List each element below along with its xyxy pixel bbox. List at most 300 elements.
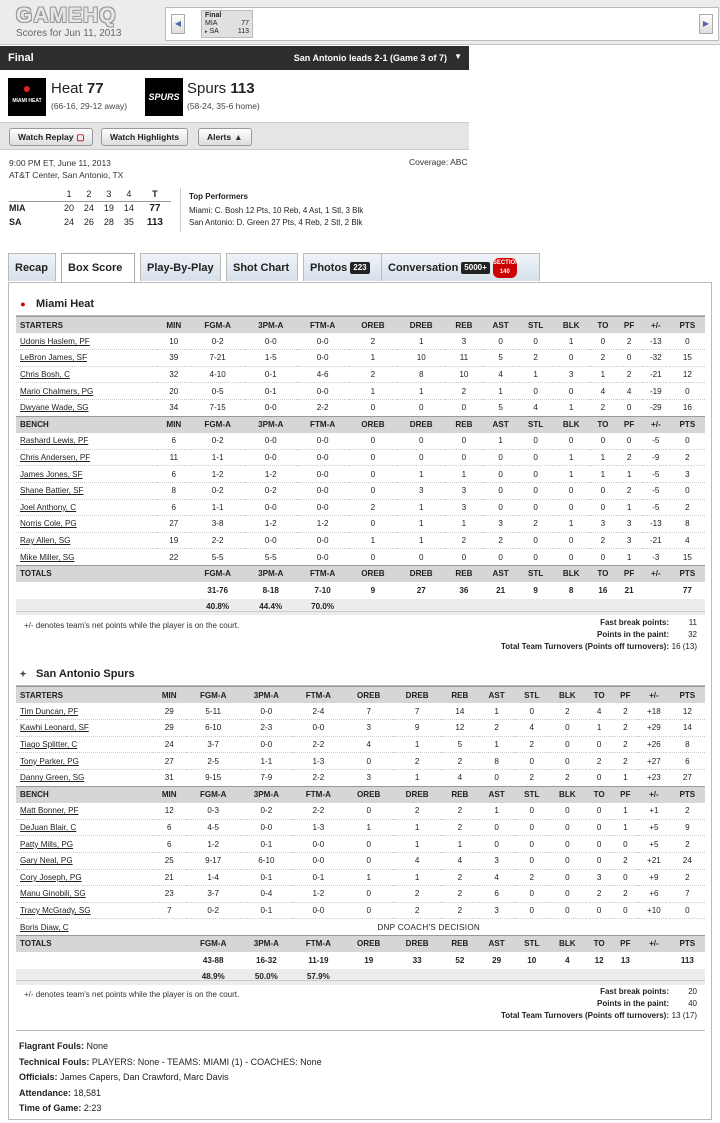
stat-cell: 1 <box>397 516 445 533</box>
alerts-button[interactable]: Alerts ▲ <box>198 128 252 146</box>
player-link[interactable]: Tracy McGrady, SG <box>16 902 152 919</box>
tab-conversation[interactable]: Conversation 5000+ SECTION 140 <box>381 253 540 281</box>
stat-cell: 23 <box>152 886 186 903</box>
player-link[interactable]: Tim Duncan, PF <box>16 703 152 720</box>
player-link[interactable]: Tony Parker, PG <box>16 753 152 770</box>
player-link[interactable]: Shane Battier, SF <box>16 482 157 499</box>
stat-cell: 6 <box>157 466 191 483</box>
column-header[interactable]: FGM-A <box>186 786 240 803</box>
box-score-panel <box>8 282 712 1120</box>
column-header: 3PM-A <box>240 935 292 952</box>
player-link[interactable]: Danny Green, SG <box>16 769 152 786</box>
top-performer-sa[interactable]: San Antonio: D. Green 27 Pts, 4 Reb, 2 Stl, 2 Blk <box>189 218 363 227</box>
player-link[interactable]: DeJuan Blair, C <box>16 819 152 836</box>
stat-cell: 0-2 <box>240 803 292 820</box>
player-link[interactable]: Chris Andersen, PF <box>16 449 157 466</box>
blank-cell <box>16 582 157 599</box>
player-link[interactable]: James Jones, SF <box>16 466 157 483</box>
player-link[interactable]: Mike Miller, SG <box>16 549 157 566</box>
player-link[interactable]: LeBron James, SF <box>16 350 157 367</box>
stat-cell: 0 <box>515 902 549 919</box>
player-link[interactable]: Rashard Lewis, PF <box>16 433 157 450</box>
player-row <box>16 869 705 886</box>
stat-cell: 0 <box>445 449 483 466</box>
column-header[interactable]: 3PM-A <box>245 317 297 334</box>
player-link[interactable]: Chris Bosh, C <box>16 366 157 383</box>
column-header: TO <box>586 935 613 952</box>
stat-cell: 8 <box>157 482 191 499</box>
stat-cell: 2-4 <box>292 703 344 720</box>
player-row <box>16 499 705 516</box>
column-header[interactable]: STL <box>515 687 549 704</box>
team-header-san-antonio: ✦ San Antonio Spurs <box>16 664 135 684</box>
column-header: STL <box>519 565 553 582</box>
stat-cell: 0-4 <box>240 886 292 903</box>
starters-header-row <box>16 317 705 334</box>
stat-cell: 0 <box>349 399 398 416</box>
player-link[interactable]: Gary Neal, PG <box>16 852 152 869</box>
summary-stat <box>501 986 697 998</box>
summary-stat <box>501 998 697 1010</box>
stat-cell: 1 <box>590 366 617 383</box>
stat-cell: 0 <box>344 803 393 820</box>
bell-icon: ▲ <box>234 132 243 142</box>
stat-cell: 0 <box>515 703 549 720</box>
stat-cell: 0-1 <box>245 366 297 383</box>
column-header[interactable]: MIN <box>152 786 186 803</box>
column-header[interactable]: +/- <box>638 786 670 803</box>
dnp-reason: DNP COACH'S DECISION <box>152 919 705 936</box>
column-header[interactable]: PF <box>613 687 639 704</box>
player-row <box>16 852 705 869</box>
stat-cell: +10 <box>638 902 670 919</box>
column-header[interactable]: DREB <box>393 786 441 803</box>
player-link[interactable]: Ray Allen, SG <box>16 532 157 549</box>
chevron-right-icon[interactable]: ▶ <box>699 14 713 34</box>
player-row <box>16 736 705 753</box>
divider <box>180 188 181 232</box>
gamehq-logo[interactable]: GAMEHQ <box>16 4 117 27</box>
stat-cell: 0-0 <box>297 350 349 367</box>
stat-cell: 0 <box>613 869 639 886</box>
stat-cell: 2 <box>586 886 613 903</box>
column-header[interactable]: PTS <box>670 786 705 803</box>
stat-cell: 3 <box>445 482 483 499</box>
linescore-table <box>9 187 171 229</box>
stat-cell: 0-1 <box>240 902 292 919</box>
stat-cell: 16 <box>670 399 705 416</box>
column-header[interactable]: 3PM-A <box>245 416 297 433</box>
chevron-left-icon[interactable]: ◀ <box>171 14 185 34</box>
stat-cell: 6 <box>479 886 515 903</box>
game-tabs <box>8 253 720 281</box>
stat-cell: 2 <box>616 449 642 466</box>
note-value: 2:23 <box>83 1103 102 1113</box>
stat-cell: 0 <box>590 482 617 499</box>
stat-cell: 2-2 <box>297 399 349 416</box>
game-status: Final <box>8 52 34 64</box>
summary-stat <box>501 641 697 653</box>
stat-cell: 1 <box>393 769 441 786</box>
stat-cell: 27 <box>670 769 705 786</box>
stat-cell: 4 <box>393 852 441 869</box>
stat-cell: 21 <box>152 869 186 886</box>
stat-cell: 7-15 <box>191 399 245 416</box>
column-header[interactable]: OREB <box>349 317 398 334</box>
stat-cell: 2 <box>613 852 639 869</box>
stat-cell: 0 <box>586 902 613 919</box>
stat-cell: 0-0 <box>245 399 297 416</box>
stat-cell: 1 <box>479 703 515 720</box>
game-note <box>19 1086 322 1102</box>
game-note <box>19 1039 322 1055</box>
stat-cell: 1-1 <box>191 449 245 466</box>
column-header[interactable]: FTM-A <box>292 687 344 704</box>
column-header[interactable]: 3PM-A <box>240 786 292 803</box>
stat-cell: 3 <box>479 852 515 869</box>
total-cell: 21 <box>624 585 634 595</box>
player-link[interactable]: Joel Anthony, C <box>16 499 157 516</box>
stat-cell: 0 <box>616 433 642 450</box>
column-header[interactable]: PTS <box>670 687 705 704</box>
column-header[interactable]: AST <box>479 687 515 704</box>
player-row <box>16 516 705 533</box>
tab-recap[interactable]: Recap <box>8 253 56 281</box>
away-team[interactable]: Heat 77 <box>51 80 104 97</box>
stat-cell: 0-1 <box>292 869 344 886</box>
stat-cell: 1 <box>393 836 441 853</box>
column-header[interactable]: STL <box>519 416 553 433</box>
stat-cell: 2 <box>349 499 398 516</box>
stat-cell: 0-2 <box>191 333 245 350</box>
stat-cell: 11 <box>157 449 191 466</box>
tab-box-score[interactable]: Box Score <box>61 253 135 283</box>
player-row <box>16 482 705 499</box>
stat-cell: +6 <box>638 886 670 903</box>
player-link[interactable]: Mario Chalmers, PG <box>16 383 157 400</box>
stat-cell: -9 <box>642 449 670 466</box>
stat-cell: 0 <box>553 482 590 499</box>
stat-cell: 0 <box>549 753 586 770</box>
total-cell: 4 <box>565 955 570 965</box>
column-header[interactable]: FGM-A <box>191 317 245 334</box>
percent-cell: 50.0% <box>240 969 292 986</box>
summary-stat <box>501 629 697 641</box>
section-label: BENCH <box>16 786 152 803</box>
stat-label: Points in the paint: <box>597 999 669 1008</box>
column-header[interactable]: TO <box>586 786 613 803</box>
box-score-table-san-antonio <box>16 686 705 985</box>
stat-cell: 24 <box>670 852 705 869</box>
column-header[interactable]: TO <box>590 416 617 433</box>
away-record: (66-16, 29-12 away) <box>51 101 128 111</box>
stat-cell: 1 <box>553 449 590 466</box>
player-link[interactable]: Matt Bonner, PF <box>16 803 152 820</box>
stat-cell: 0 <box>515 819 549 836</box>
column-header[interactable]: 3PM-A <box>240 687 292 704</box>
top-performer-miami[interactable]: Miami: C. Bosh 12 Pts, 10 Reb, 4 Ast, 1 Stl, 3 Blk <box>189 206 364 215</box>
stat-cell: 3-7 <box>186 886 240 903</box>
stat-cell: 4-5 <box>186 819 240 836</box>
player-link[interactable]: Dwyane Wade, SG <box>16 399 157 416</box>
column-header[interactable]: FGM-A <box>191 416 245 433</box>
stat-cell: 0 <box>553 549 590 566</box>
stat-cell: 0-2 <box>191 433 245 450</box>
stat-cell: 4 <box>590 383 617 400</box>
total-cell: 9 <box>533 585 538 595</box>
player-row <box>16 350 705 367</box>
column-header: REB <box>445 565 483 582</box>
stat-cell: 0 <box>586 803 613 820</box>
stat-cell: 0 <box>344 753 393 770</box>
column-header[interactable]: PF <box>613 786 639 803</box>
stat-cell: 2 <box>616 366 642 383</box>
stat-cell: 2 <box>590 399 617 416</box>
stat-cell: 0 <box>483 449 519 466</box>
player-row <box>16 433 705 450</box>
stat-cell: 2 <box>670 836 705 853</box>
stat-cell: +5 <box>638 836 670 853</box>
column-header: BLK <box>553 565 590 582</box>
stat-cell: 2 <box>441 803 479 820</box>
stat-cell: 4 <box>519 399 553 416</box>
stat-cell: 1 <box>349 350 398 367</box>
stat-cell: +5 <box>638 819 670 836</box>
column-header[interactable]: PTS <box>670 317 705 334</box>
stat-cell: 0 <box>549 886 586 903</box>
column-header: DREB <box>393 935 441 952</box>
watch-replay-button[interactable]: Watch Replay ▢ <box>9 128 93 146</box>
player-link[interactable]: Cory Joseph, PG <box>16 869 152 886</box>
stat-cell: 22 <box>157 549 191 566</box>
total-cell: 36 <box>459 585 469 595</box>
stat-cell: 0 <box>349 433 398 450</box>
column-header[interactable]: MIN <box>152 687 186 704</box>
stat-cell: 1 <box>344 869 393 886</box>
player-row <box>16 399 705 416</box>
heat-logo[interactable]: ● MIAMI HEAT <box>8 78 46 116</box>
column-header[interactable]: OREB <box>344 687 393 704</box>
stat-cell: 2 <box>393 803 441 820</box>
column-header: PTS <box>670 565 705 582</box>
player-link[interactable]: Boris Diaw, C <box>16 919 152 936</box>
stat-cell: 1-2 <box>292 886 344 903</box>
stat-cell: 4 <box>479 869 515 886</box>
column-header[interactable]: AST <box>483 416 519 433</box>
column-header[interactable]: PTS <box>670 416 705 433</box>
stat-cell: -3 <box>642 549 670 566</box>
stat-cell: 2 <box>613 703 639 720</box>
plus-minus-note: +/- denotes team's net points while the player is on the court. <box>24 621 240 630</box>
column-header[interactable]: STL <box>515 786 549 803</box>
watch-highlights-button[interactable]: Watch Highlights <box>101 128 188 146</box>
stat-cell: 3 <box>445 333 483 350</box>
player-link[interactable]: Manu Ginobili, SG <box>16 886 152 903</box>
stat-cell: 2 <box>616 333 642 350</box>
player-link[interactable]: Tiago Splitter, C <box>16 736 152 753</box>
linescore-row: SA 24 26 28 35 113 <box>9 216 163 228</box>
stat-cell: 0 <box>515 803 549 820</box>
stat-cell: 34 <box>157 399 191 416</box>
stat-value: 13 (17) <box>671 1011 697 1020</box>
stat-cell: 6 <box>152 819 186 836</box>
ticker-status: Final <box>205 12 222 19</box>
stat-cell: -21 <box>642 366 670 383</box>
stat-cell: 5-11 <box>186 703 240 720</box>
column-header[interactable]: BLK <box>549 687 586 704</box>
stat-cell: 0 <box>445 399 483 416</box>
stat-cell: 2 <box>670 869 705 886</box>
column-header[interactable]: FTM-A <box>297 317 349 334</box>
stat-cell: 31 <box>152 769 186 786</box>
stat-cell: 2 <box>393 902 441 919</box>
stat-cell: 0-1 <box>240 836 292 853</box>
column-header[interactable]: DREB <box>397 416 445 433</box>
game-info <box>9 157 123 181</box>
column-header[interactable]: +/- <box>642 317 670 334</box>
game-note <box>19 1101 322 1117</box>
column-header[interactable]: TO <box>586 687 613 704</box>
starters-header-row <box>16 687 705 704</box>
column-header[interactable]: FGM-A <box>186 687 240 704</box>
column-header[interactable]: REB <box>445 317 483 334</box>
stat-cell: 1 <box>613 803 639 820</box>
stat-cell: 3 <box>479 902 515 919</box>
stat-cell: 1 <box>519 366 553 383</box>
stat-cell: 0 <box>515 836 549 853</box>
player-link[interactable]: Norris Cole, PG <box>16 516 157 533</box>
conversation-count-badge: 5000+ <box>461 262 489 274</box>
column-header[interactable]: REB <box>441 687 479 704</box>
stat-cell: 4 <box>441 852 479 869</box>
stat-cell: 6 <box>157 433 191 450</box>
totals-row <box>16 952 705 969</box>
player-link[interactable]: Patty Mills, PG <box>16 836 152 853</box>
column-header[interactable]: MIN <box>157 317 191 334</box>
stat-cell: 27 <box>157 516 191 533</box>
bench-header-row <box>16 416 705 433</box>
percent-cell: 40.8% <box>191 599 245 616</box>
column-header: OREB <box>344 935 393 952</box>
player-link[interactable]: Kawhi Leonard, SF <box>16 720 152 737</box>
stat-cell: 2-5 <box>186 753 240 770</box>
stat-cell: +1 <box>638 803 670 820</box>
stat-cell: 5 <box>483 350 519 367</box>
stat-cell: 1 <box>586 720 613 737</box>
stat-cell: 0 <box>397 399 445 416</box>
stat-cell: 1 <box>479 736 515 753</box>
column-header[interactable]: PF <box>616 416 642 433</box>
column-header[interactable]: OREB <box>349 416 398 433</box>
stat-cell: 7-21 <box>191 350 245 367</box>
column-header[interactable]: AST <box>483 317 519 334</box>
total-cell <box>642 582 670 599</box>
stat-cell: 0 <box>590 333 617 350</box>
stat-cell: -5 <box>642 499 670 516</box>
column-header[interactable]: FTM-A <box>292 786 344 803</box>
column-header[interactable]: BLK <box>549 786 586 803</box>
column-header[interactable]: OREB <box>344 786 393 803</box>
total-cell: 77 <box>682 585 692 595</box>
stat-cell: 0-2 <box>191 482 245 499</box>
stat-cell: 2 <box>616 482 642 499</box>
column-header[interactable]: MIN <box>157 416 191 433</box>
stat-cell: 0 <box>616 399 642 416</box>
photos-count-badge: 223 <box>350 262 369 274</box>
stat-cell: 2 <box>586 753 613 770</box>
column-header[interactable]: BLK <box>553 416 590 433</box>
column-header[interactable]: REB <box>441 786 479 803</box>
column-header[interactable]: FTM-A <box>297 416 349 433</box>
team-summary-stats <box>501 986 697 1022</box>
tab-play-by-play[interactable]: Play-By-Play <box>140 253 221 281</box>
stat-cell: 2-3 <box>240 720 292 737</box>
column-header[interactable]: +/- <box>638 687 670 704</box>
stat-cell: 10 <box>397 350 445 367</box>
stat-cell: 7 <box>393 703 441 720</box>
column-header[interactable]: STL <box>519 317 553 334</box>
stat-cell: 2 <box>445 532 483 549</box>
stat-cell: 0-0 <box>292 720 344 737</box>
stat-cell: 1-2 <box>186 836 240 853</box>
stat-cell: 0 <box>519 549 553 566</box>
home-team[interactable]: Spurs 113 <box>187 80 255 97</box>
stat-cell: 0-0 <box>240 819 292 836</box>
stat-cell: 5 <box>441 736 479 753</box>
stat-cell: 2 <box>393 753 441 770</box>
stat-cell: 0 <box>483 333 519 350</box>
stat-cell: 0 <box>349 482 398 499</box>
tab-photos[interactable]: Photos 223 <box>303 253 382 281</box>
stat-cell: 2-2 <box>292 769 344 786</box>
column-header[interactable]: DREB <box>397 317 445 334</box>
stat-cell: 0 <box>670 433 705 450</box>
series-status: San Antonio leads 2-1 (Game 3 of 7) <box>293 53 447 63</box>
stat-label: Points in the paint: <box>597 630 669 639</box>
column-header[interactable]: REB <box>445 416 483 433</box>
stat-cell: 1-3 <box>292 819 344 836</box>
stat-cell: 0 <box>553 532 590 549</box>
stat-cell: 2-2 <box>292 736 344 753</box>
column-header: FGM-A <box>186 935 240 952</box>
column-header[interactable]: BLK <box>553 317 590 334</box>
column-header[interactable]: PF <box>616 317 642 334</box>
stat-cell: 19 <box>157 532 191 549</box>
tab-shot-chart[interactable]: Shot Chart <box>226 253 298 281</box>
stat-cell: 3 <box>670 466 705 483</box>
note-label: Attendance: <box>19 1087 72 1098</box>
stat-cell: 6 <box>157 499 191 516</box>
column-header[interactable]: TO <box>590 317 617 334</box>
stat-cell: 4-6 <box>297 366 349 383</box>
stat-cell: 5-5 <box>191 549 245 566</box>
ticker-game[interactable] <box>201 10 253 38</box>
column-header[interactable]: +/- <box>642 416 670 433</box>
column-header: DREB <box>397 565 445 582</box>
stat-cell: 0-0 <box>245 433 297 450</box>
spurs-logo[interactable]: SPURS <box>145 78 183 116</box>
dropdown-arrow-icon[interactable]: ▼ <box>454 52 462 61</box>
stat-cell: 0 <box>670 482 705 499</box>
note-value: PLAYERS: None - TEAMS: MIAMI (1) - COACHES: None <box>91 1056 322 1067</box>
column-header[interactable]: AST <box>479 786 515 803</box>
player-link[interactable]: Udonis Haslem, PF <box>16 333 157 350</box>
column-header: PTS <box>670 935 705 952</box>
player-row <box>16 819 705 836</box>
stat-cell: 1 <box>590 449 617 466</box>
column-header[interactable]: DREB <box>393 687 441 704</box>
totals-row <box>16 582 705 599</box>
